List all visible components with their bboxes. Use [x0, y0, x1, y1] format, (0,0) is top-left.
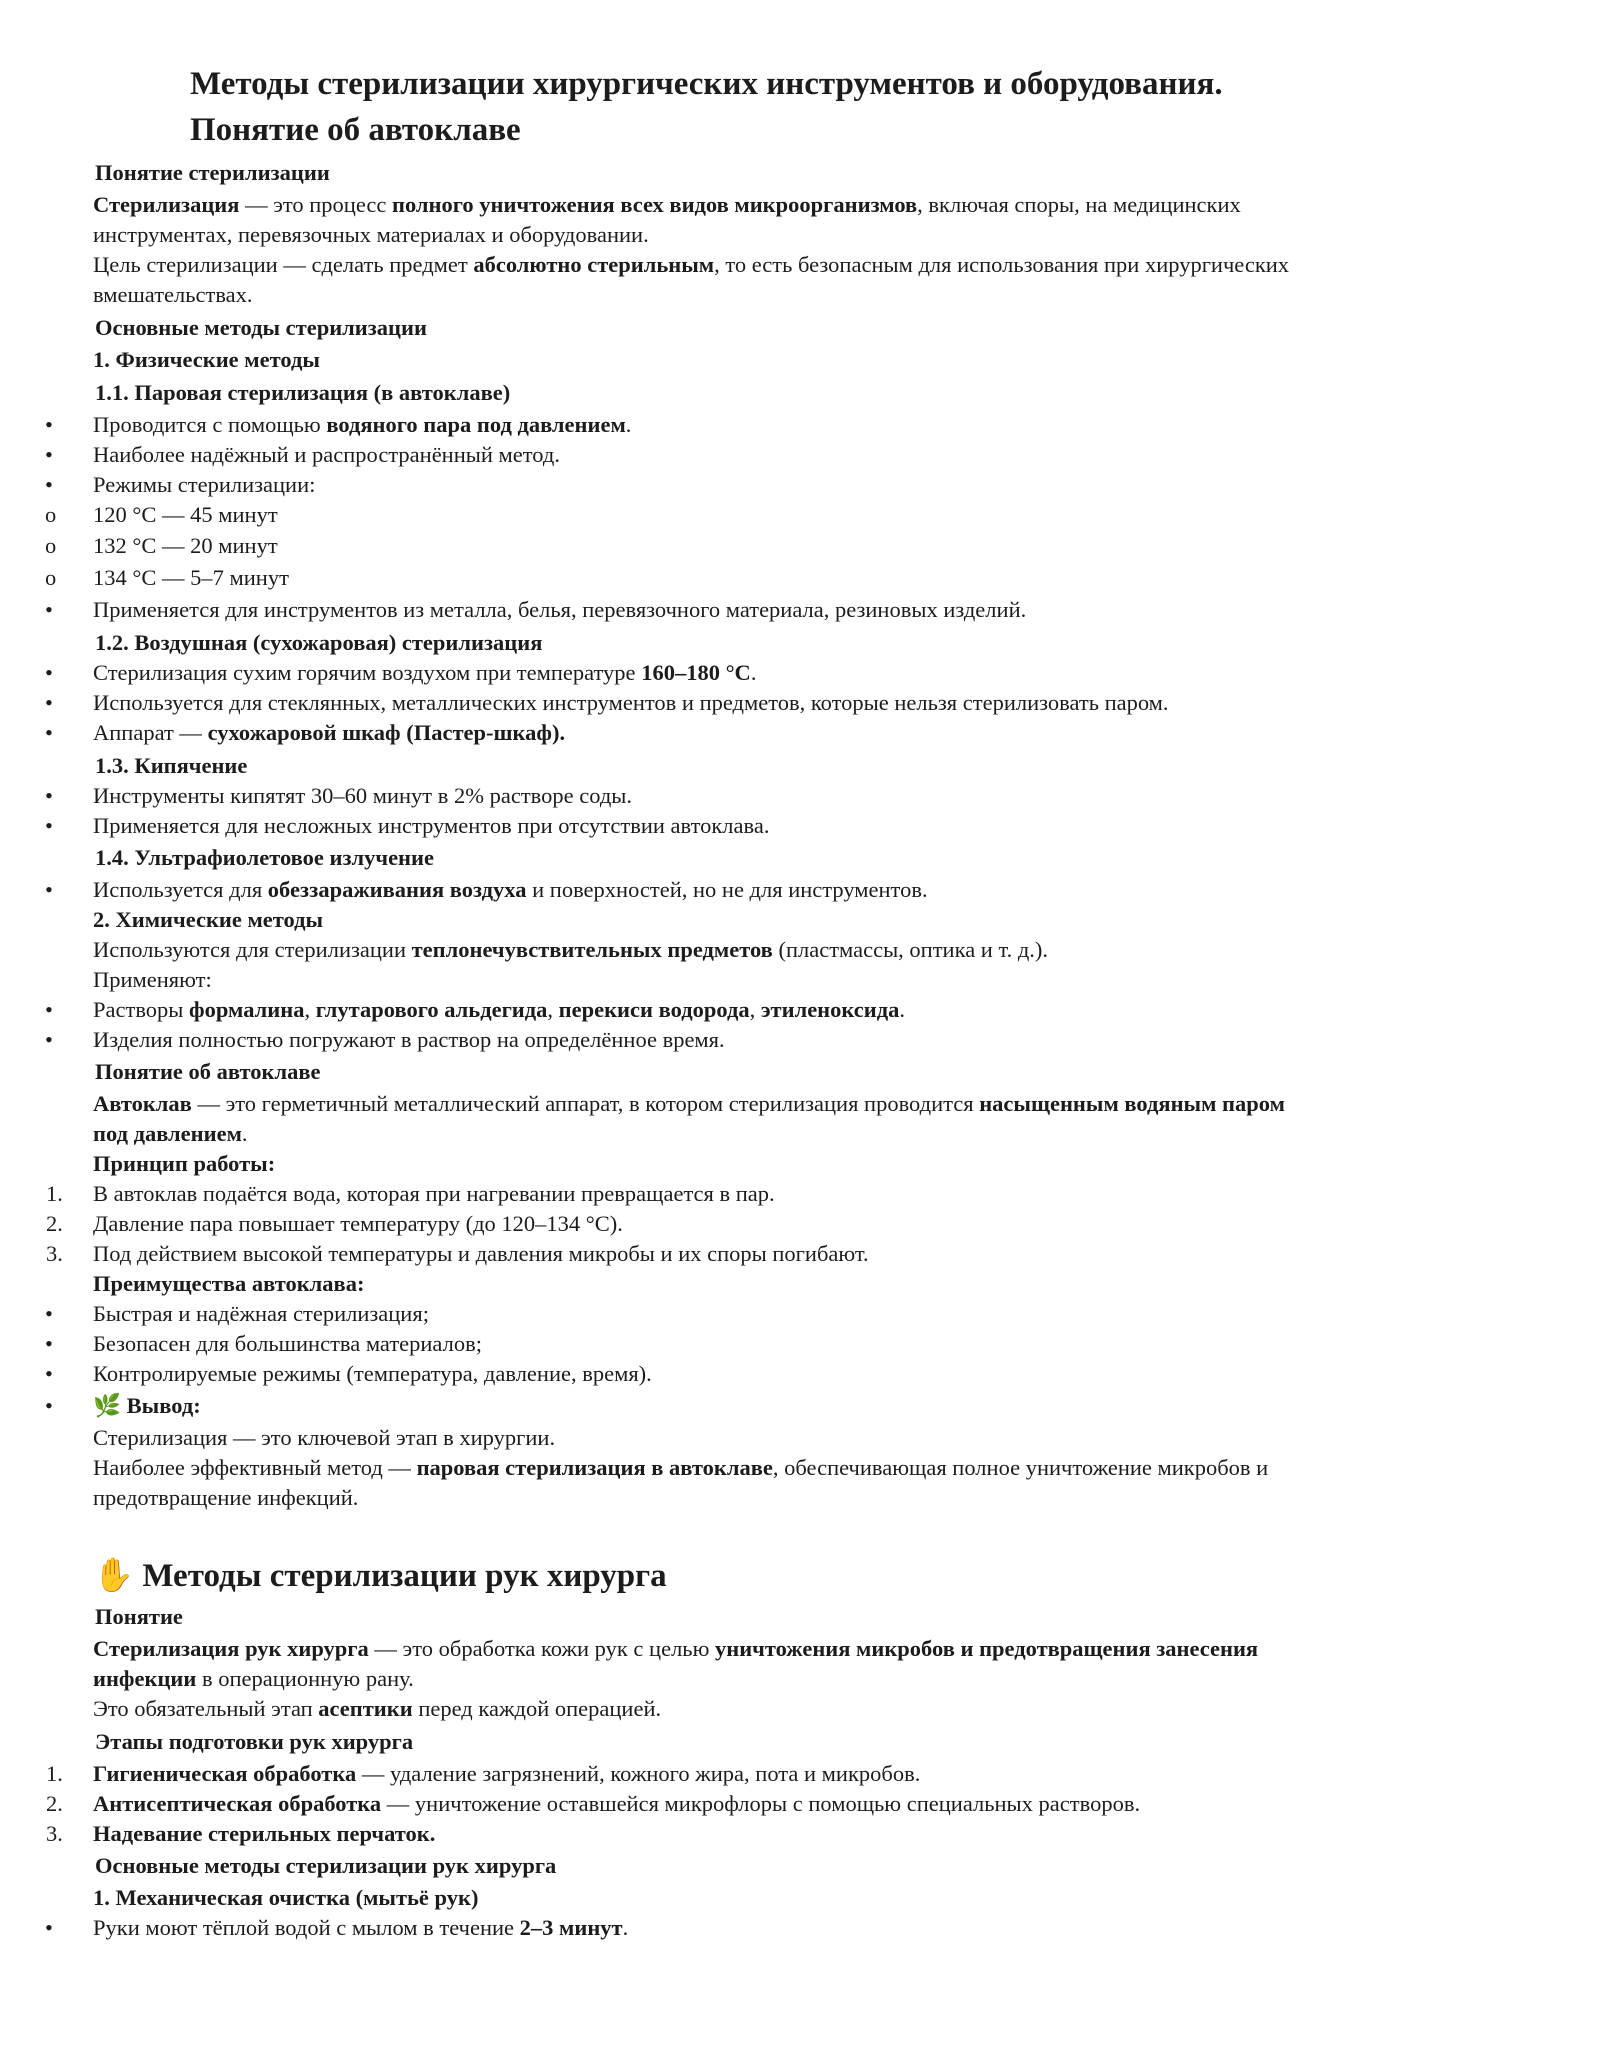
text-run: . — [622, 1915, 629, 1940]
text-run: Стерилизация сухим горячим воздухом при температуре — [93, 660, 642, 685]
bold-text: формалина — [189, 997, 305, 1022]
heading — [95, 628, 542, 658]
text-run: Проводится с помощью — [93, 412, 327, 437]
text-run: Изделия полностью погружают в раствор на определённое время. — [93, 1027, 725, 1052]
text-line — [93, 250, 1289, 280]
list-item — [93, 1819, 435, 1849]
text-run: — это герметичный металлический аппарат, в котором стерилизация проводится — [191, 1091, 980, 1116]
text-run: вмешательствах. — [93, 282, 253, 307]
heading — [95, 1727, 413, 1757]
bold-text: 1. Физические методы — [93, 347, 320, 372]
bold-text: 1.1. Паровая стерилизация (в автоклаве) — [95, 380, 511, 405]
text-run: Растворы — [93, 997, 190, 1022]
bold-text: Стерилизация рук хирурга — [93, 1636, 369, 1661]
list-item — [93, 531, 278, 561]
list-number: 3. — [46, 1821, 63, 1846]
bold-text: Этапы подготовки рук хирурга — [95, 1729, 414, 1754]
bold-text: Антисептическая обработка — [93, 1791, 382, 1816]
text-run: Давление пара повышает температуру (до 120–134 °C). — [93, 1211, 623, 1236]
text-run: , — [547, 997, 559, 1022]
bold-text: абсолютно стерильным — [473, 252, 715, 277]
list-item — [93, 811, 769, 841]
text-line — [93, 1883, 478, 1913]
text-run: Это обязательный этап — [93, 1696, 319, 1721]
text-line — [93, 345, 320, 375]
bold-text: уничтожения микробов и предотвращения занесения — [715, 1636, 1259, 1661]
bold-text: 160–180 °C — [641, 660, 751, 685]
bold-text: паровая стерилизация в автоклаве — [416, 1455, 773, 1480]
bullet-marker: • — [45, 412, 53, 437]
text-line — [93, 1634, 1258, 1664]
text-run: Применяют: — [93, 967, 212, 992]
heading — [95, 843, 434, 873]
text-line — [93, 1149, 275, 1179]
list-item — [93, 1759, 920, 1789]
text-run: Используется для — [93, 877, 268, 902]
heading — [95, 1057, 320, 1087]
bold-text: глутарового альдегида — [315, 997, 548, 1022]
list-item — [93, 410, 631, 440]
bullet-marker: • — [45, 783, 53, 808]
bold-text: Методы стерилизации хирургических инструментов и оборудования. — [190, 66, 1223, 102]
text-run: Контролируемые режимы (температура, давление, время). — [93, 1361, 652, 1386]
list-number: 2. — [46, 1791, 63, 1816]
text-run: Руки моют тёплой водой с мылом в течение — [93, 1915, 520, 1940]
list-item — [93, 1179, 775, 1209]
bullet-marker: • — [45, 442, 53, 467]
bold-text: 1.4. Ультрафиолетовое излучение — [95, 845, 434, 870]
bullet-marker: • — [45, 1361, 53, 1386]
bold-text: Основные методы стерилизации рук хирурга — [95, 1853, 557, 1878]
text-run: — это процесс — [239, 192, 392, 217]
bold-text: Основные методы стерилизации — [95, 315, 427, 340]
bullet-marker: • — [45, 720, 53, 745]
list-item — [93, 440, 560, 470]
text-run: Быстрая и надёжная стерилизация; — [93, 1301, 429, 1326]
text-run: В автоклав подаётся вода, которая при нагревании превращается в пар. — [93, 1181, 775, 1206]
bold-text: этиленоксида — [760, 997, 900, 1022]
heading — [95, 158, 330, 188]
bold-text: обеззараживания воздуха — [267, 877, 527, 902]
heading — [95, 378, 510, 408]
text-run: — уничтожение оставшейся микрофлоры с помощью специальных растворов. — [381, 1791, 1141, 1816]
text-run: , — [749, 997, 761, 1022]
bold-text: под давлением — [93, 1121, 242, 1146]
heading — [95, 1602, 183, 1632]
list-number: 3. — [46, 1241, 63, 1266]
heading — [95, 1851, 556, 1881]
bold-text: 2–3 минут — [519, 1915, 623, 1940]
text-line — [93, 280, 253, 310]
bold-text: теплонечувствительных предметов — [411, 937, 773, 962]
list-item — [93, 875, 928, 905]
list-item — [93, 1789, 1140, 1819]
list-item — [93, 688, 1169, 718]
bold-text: 1.2. Воздушная (сухожаровая) стерилизация — [95, 630, 543, 655]
text-line — [93, 220, 649, 250]
text-run: Инструменты кипятят 30–60 минут в 2% растворе соды. — [93, 783, 633, 808]
heading — [95, 313, 427, 343]
text-run: Применяется для инструментов из металла, белья, перевязочного материала, резиновых изделий. — [93, 597, 1027, 622]
list-item — [93, 595, 1026, 625]
text-line — [93, 935, 1048, 965]
text-line — [93, 1453, 1268, 1483]
text-run: , включая споры, на медицинских — [917, 192, 1241, 217]
list-item — [93, 1913, 628, 1943]
list-item — [93, 563, 289, 593]
list-item — [93, 1299, 429, 1329]
text-run: , — [304, 997, 316, 1022]
text-run: . — [241, 1121, 248, 1146]
text-run: Цель стерилизации — сделать предмет — [93, 252, 474, 277]
text-run: Наиболее надёжный и распространённый метод. — [93, 442, 560, 467]
bullet-marker: • — [45, 1915, 53, 1940]
text-run: Наиболее эффективный метод — — [93, 1455, 417, 1480]
bullet-marker: • — [45, 813, 53, 838]
bold-text: 1. Механическая очистка (мытьё рук) — [93, 1885, 479, 1910]
list-item — [93, 500, 278, 530]
bold-text: Стерилизация — [93, 192, 240, 217]
bullet-marker: • — [45, 1027, 53, 1052]
bold-text: 🌿 Вывод: — [93, 1393, 201, 1418]
list-item — [93, 1391, 201, 1421]
text-run: и поверхностей, но не для инструментов. — [526, 877, 928, 902]
bullet-marker: • — [45, 690, 53, 715]
bold-text: полного уничтожения всех видов микроорганизмов — [392, 192, 918, 217]
bold-text: насыщенным водяным паром — [979, 1091, 1285, 1116]
text-run: . — [625, 412, 632, 437]
list-item — [93, 995, 905, 1025]
bold-text: перекиси водорода — [558, 997, 750, 1022]
list-item — [93, 1209, 623, 1239]
bullet-marker: • — [45, 877, 53, 902]
text-line — [93, 1269, 364, 1299]
text-line — [93, 905, 323, 935]
text-run: , то есть безопасным для использования при хирургических — [714, 252, 1290, 277]
text-run: — удаление загрязнений, кожного жира, пота и микробов. — [356, 1761, 921, 1786]
list-item — [93, 1025, 725, 1055]
list-number: 1. — [46, 1761, 63, 1786]
bullet-marker: • — [45, 1331, 53, 1356]
bold-text: Понятие — [95, 1604, 183, 1629]
bold-text: Автоклав — [93, 1091, 192, 1116]
text-run: Аппарат — — [93, 720, 208, 745]
text-run: , обеспечивающая полное уничтожение микробов и — [772, 1455, 1269, 1480]
bullet-marker: • — [45, 1393, 53, 1418]
sub-bullet-marker: o — [45, 502, 57, 527]
bold-text: Гигиеническая обработка — [93, 1761, 357, 1786]
bullet-marker: • — [45, 660, 53, 685]
text-run: Применяется для несложных инструментов при отсутствии автоклава. — [93, 813, 770, 838]
text-line — [93, 190, 1241, 220]
text-run: — это обработка кожи рук с целью — [368, 1636, 715, 1661]
bold-text: Надевание стерильных перчаток. — [93, 1821, 436, 1846]
text-line — [93, 1119, 248, 1149]
bold-text: Понятие стерилизации — [95, 160, 330, 185]
list-item — [93, 1359, 652, 1389]
text-run: перед каждой операцией. — [412, 1696, 662, 1721]
list-number: 1. — [46, 1181, 63, 1206]
bold-text: Понятие об автоклаве — [95, 1059, 321, 1084]
bold-text: Преимущества автоклава: — [93, 1271, 365, 1296]
text-run: предотвращение инфекций. — [93, 1485, 359, 1510]
heading — [95, 751, 247, 781]
text-run: 120 °C — 45 минут — [93, 502, 278, 527]
bullet-marker: • — [45, 472, 53, 497]
bold-text: сухожаровой шкаф (Пастер-шкаф). — [207, 720, 566, 745]
text-run: 132 °C — 20 минут — [93, 533, 278, 558]
text-run: инструментах, перевязочных материалах и оборудовании. — [93, 222, 649, 247]
bold-text: 2. Химические методы — [93, 907, 324, 932]
list-item — [93, 1329, 482, 1359]
bold-text: Понятие об автоклаве — [190, 112, 521, 148]
text-run: Под действием высокой температуры и давления микробы и их споры погибают. — [93, 1241, 869, 1266]
text-run: 134 °C — 5–7 минут — [93, 565, 289, 590]
bullet-marker: • — [45, 597, 53, 622]
text-line — [93, 1423, 555, 1453]
text-run: Используются для стерилизации — [93, 937, 412, 962]
text-line — [93, 1089, 1285, 1119]
bullet-marker: • — [45, 997, 53, 1022]
text-line — [93, 1664, 414, 1694]
list-number: 2. — [46, 1211, 63, 1236]
list-item — [93, 658, 756, 688]
text-run: (пластмассы, оптика и т. д.). — [772, 937, 1049, 962]
text-line — [93, 1694, 661, 1724]
heading — [93, 1553, 667, 1599]
sub-bullet-marker: o — [45, 533, 57, 558]
sub-bullet-marker: o — [45, 565, 57, 590]
list-item — [93, 781, 632, 811]
heading — [190, 107, 521, 153]
list-item — [93, 718, 565, 748]
bold-text: ✋ Методы стерилизации рук хирурга — [93, 1558, 667, 1594]
text-run: Режимы стерилизации: — [93, 472, 316, 497]
text-run: Стерилизация — это ключевой этап в хирургии. — [93, 1425, 556, 1450]
text-run: . — [750, 660, 757, 685]
text-run: Используется для стеклянных, металлических инструментов и предметов, которые нельзя стерилизовать паром. — [93, 690, 1169, 715]
text-run: в операционную рану. — [196, 1666, 414, 1691]
bold-text: Принцип работы: — [93, 1151, 276, 1176]
bold-text: инфекции — [93, 1666, 197, 1691]
bold-text: водяного пара под давлением — [326, 412, 626, 437]
bold-text: 1.3. Кипячение — [95, 753, 248, 778]
bullet-marker: • — [45, 1301, 53, 1326]
text-run: Безопасен для большинства материалов; — [93, 1331, 482, 1356]
heading — [190, 61, 1223, 107]
text-line — [93, 1483, 358, 1513]
list-item — [93, 1239, 869, 1269]
text-line — [93, 965, 212, 995]
bold-text: асептики — [318, 1696, 413, 1721]
text-run: . — [899, 997, 906, 1022]
list-item — [93, 470, 315, 500]
